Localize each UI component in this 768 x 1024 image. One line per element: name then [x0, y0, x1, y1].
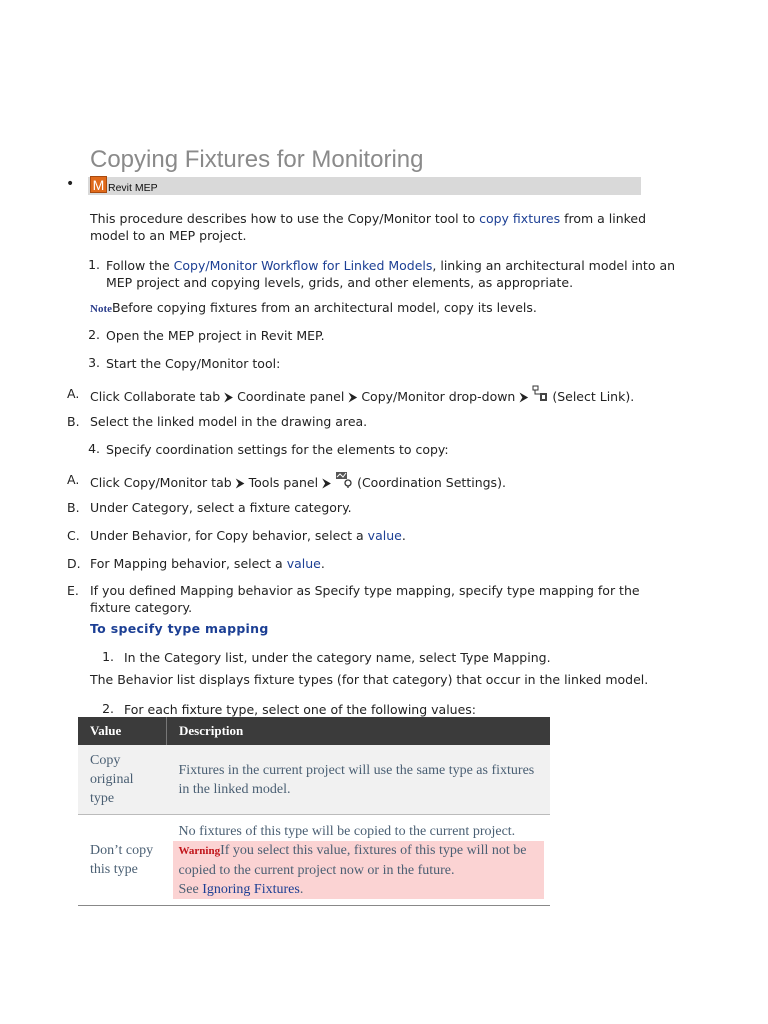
coordination-settings-icon [335, 471, 353, 493]
step-4: Specify coordination settings for the elements to copy: [106, 442, 449, 457]
step-number: 2. [102, 701, 114, 716]
subheading-type-mapping: To specify type mapping [90, 621, 269, 636]
column-header-value: Value [78, 717, 167, 745]
see-text-end: . [299, 881, 304, 897]
substep-letter: A. [67, 386, 80, 401]
substep-letter: B. [67, 414, 80, 429]
step-number: 4. [88, 441, 100, 456]
step-4a-suffix: (Coordination Settings). [353, 475, 506, 490]
copy-monitor-workflow-link[interactable]: Copy/Monitor Workflow for Linked Models [173, 258, 433, 273]
step-2: Open the MEP project in Revit MEP. [106, 328, 325, 343]
description-text: No fixtures of this type will be copied to the current project. [178, 823, 516, 839]
note-text: Before copying fixtures from an architectural model, copy its levels. [112, 300, 537, 315]
select-link-icon [532, 385, 548, 407]
step-1-text-end: , linking an architectural model into an MEP project and copying levels, grids, and other elements, as appropriate. [106, 258, 676, 290]
table-row [78, 745, 550, 815]
product-label: Revit MEP [108, 182, 158, 194]
substep-letter: B. [67, 500, 80, 515]
table-header-row [78, 717, 550, 745]
step-3b: Select the linked model in the drawing area. [90, 414, 368, 429]
note-label: Note [90, 303, 112, 315]
step-3a [90, 385, 634, 407]
cell-description: Fixtures in the current project will use the same type as fixtures in the linked model. [167, 745, 551, 815]
value-link[interactable]: value [286, 556, 321, 571]
substep-letter: D. [67, 556, 81, 571]
mapping-step-2: For each fixture type, select one of the following values: [124, 702, 477, 717]
step-3a-suffix: (Select Link). [548, 389, 635, 404]
copy-fixtures-link[interactable]: copy fixtures [479, 211, 561, 226]
step-number: 1. [102, 649, 114, 664]
step-4c-end: . [401, 528, 406, 543]
cell-description [167, 815, 551, 906]
cell-value: Don’t copy this type [78, 815, 167, 906]
ignoring-fixtures-link[interactable]: Ignoring Fixtures [202, 881, 300, 897]
warning-label: Warning [178, 844, 221, 857]
step-number: 2. [88, 327, 100, 342]
product-bar [88, 177, 641, 195]
see-text: See [178, 881, 203, 897]
column-header-description: Description [167, 717, 551, 745]
page-title: Copying Fixtures for Monitoring [90, 146, 424, 173]
step-1-text: Follow the [106, 258, 174, 273]
step-4a [90, 471, 506, 493]
step-4d [90, 555, 325, 572]
intro-text: This procedure describes how to use the Copy/Monitor tool to [90, 211, 480, 226]
cell-value: Copy original type [78, 745, 167, 815]
step-number: 3. [88, 355, 100, 370]
step-4a-text: Click Copy/Monitor tab ⮞ Tools panel ⮞ [90, 475, 332, 490]
bullet: • [66, 176, 75, 192]
warning-box [173, 841, 545, 899]
step-4c-text: Under Behavior, for Copy behavior, select a [90, 528, 368, 543]
step-4d-end: . [320, 556, 325, 571]
behavior-description: The Behavior list displays fixture types (for that category) that occur in the linked model. [90, 672, 649, 687]
step-1 [106, 257, 676, 291]
warning-text: If you select this value, fixtures of this type will not be copied to the current project now or in the future. [178, 842, 527, 878]
substep-letter: E. [67, 583, 79, 598]
intro-paragraph [90, 210, 670, 244]
step-3: Start the Copy/Monitor tool: [106, 356, 281, 371]
step-number: 1. [88, 257, 100, 272]
intro-text-end: from a linked model to an MEP project. [90, 211, 647, 243]
step-4e: If you defined Mapping behavior as Specify type mapping, specify type mapping for the fixture category. [90, 583, 640, 615]
mapping-step-1: In the Category list, under the category name, select Type Mapping. [124, 650, 551, 665]
step-4c [90, 527, 406, 544]
step-3a-text: Click Collaborate tab ⮞ Coordinate panel ⮞ Copy/Monitor drop-down ⮞ [90, 389, 529, 404]
substep-letter: C. [67, 528, 80, 543]
revit-mep-logo-icon: M [90, 176, 107, 193]
values-table [78, 717, 550, 906]
table-row [78, 815, 550, 906]
value-link[interactable]: value [367, 528, 402, 543]
step-4b: Under Category, select a fixture category. [90, 500, 352, 515]
substep-letter: A. [67, 472, 80, 487]
step-4d-text: For Mapping behavior, select a [90, 556, 287, 571]
note [90, 299, 670, 318]
